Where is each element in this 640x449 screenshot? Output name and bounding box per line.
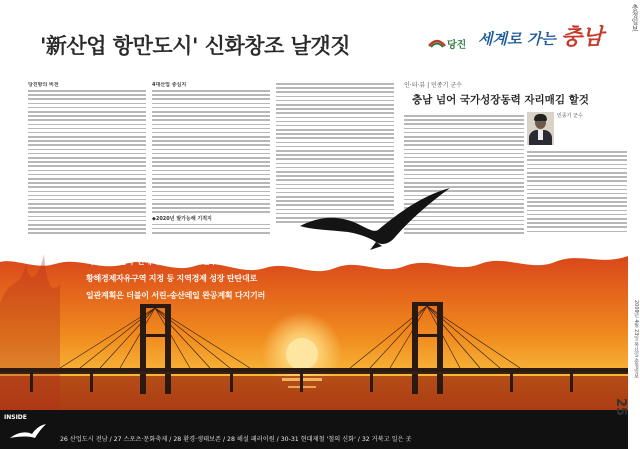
interview-column-right xyxy=(527,150,627,240)
page-headline: '新산업 항만도시' 신화창조 날갯짓 xyxy=(40,33,351,58)
text-lines xyxy=(152,90,270,213)
interview-title: 충남 넘어 국가성장동력 자리매김 할것 xyxy=(412,94,589,106)
logo-text: 당진 xyxy=(447,40,467,51)
column-subhead: 당진항의 비전 xyxy=(28,82,59,88)
page-number: 25 xyxy=(613,398,628,417)
edition-info: 2009년 4월 23일 목요일 충청일보 xyxy=(633,300,639,379)
sunset-bridge-photo xyxy=(0,244,628,410)
interview-kicker: 인·터·뷰 | 민종기 군수 xyxy=(404,82,462,89)
inside-label: INSIDE xyxy=(4,414,27,421)
column-subhead: ◆2020년 발가능해 기적지 xyxy=(152,215,212,222)
masthead: 충청일보 xyxy=(631,4,639,32)
mayor-portrait xyxy=(527,112,554,145)
slogan xyxy=(478,20,628,60)
photo-caption-line-2: 황해경제자유구역 지정 등 지역경제 성장 탄탄대로 xyxy=(86,274,258,283)
slogan-small: 세계로 가는 xyxy=(478,30,556,48)
article-column-1 xyxy=(28,82,146,242)
dangjin-logo xyxy=(428,34,470,54)
text-lines xyxy=(28,90,146,234)
photo-illustration xyxy=(0,244,628,410)
text-lines xyxy=(152,224,270,234)
portrait-caption: 민종기 군수 xyxy=(557,113,583,119)
inside-bird-icon xyxy=(8,422,48,442)
slogan-big: 충남 xyxy=(560,24,604,50)
article-column-2 xyxy=(152,82,270,242)
photo-caption-line-3: 일관계획은 더블이 서린-송산레일 완공계획 다지기러 xyxy=(86,291,266,300)
dangjin-logo-icon xyxy=(428,36,446,48)
text-lines xyxy=(527,151,627,232)
inside-index-bar xyxy=(0,410,628,449)
seagull-icon xyxy=(300,186,450,256)
column-subhead: 4대산업 중심지 xyxy=(152,82,187,88)
inside-index: 26 산업도시 전남 / 27 스포츠·문화축제 / 28 환경·생태보존 / 28 해설 패러이원 / 30-31 현대제철 '철의 신화' / 32 거북고 일은 곳 xyxy=(60,436,412,443)
photo-caption-line-1: 서해대교 한국·현대제철 한보철강 인수 등 잇단 호재 xyxy=(86,257,263,266)
